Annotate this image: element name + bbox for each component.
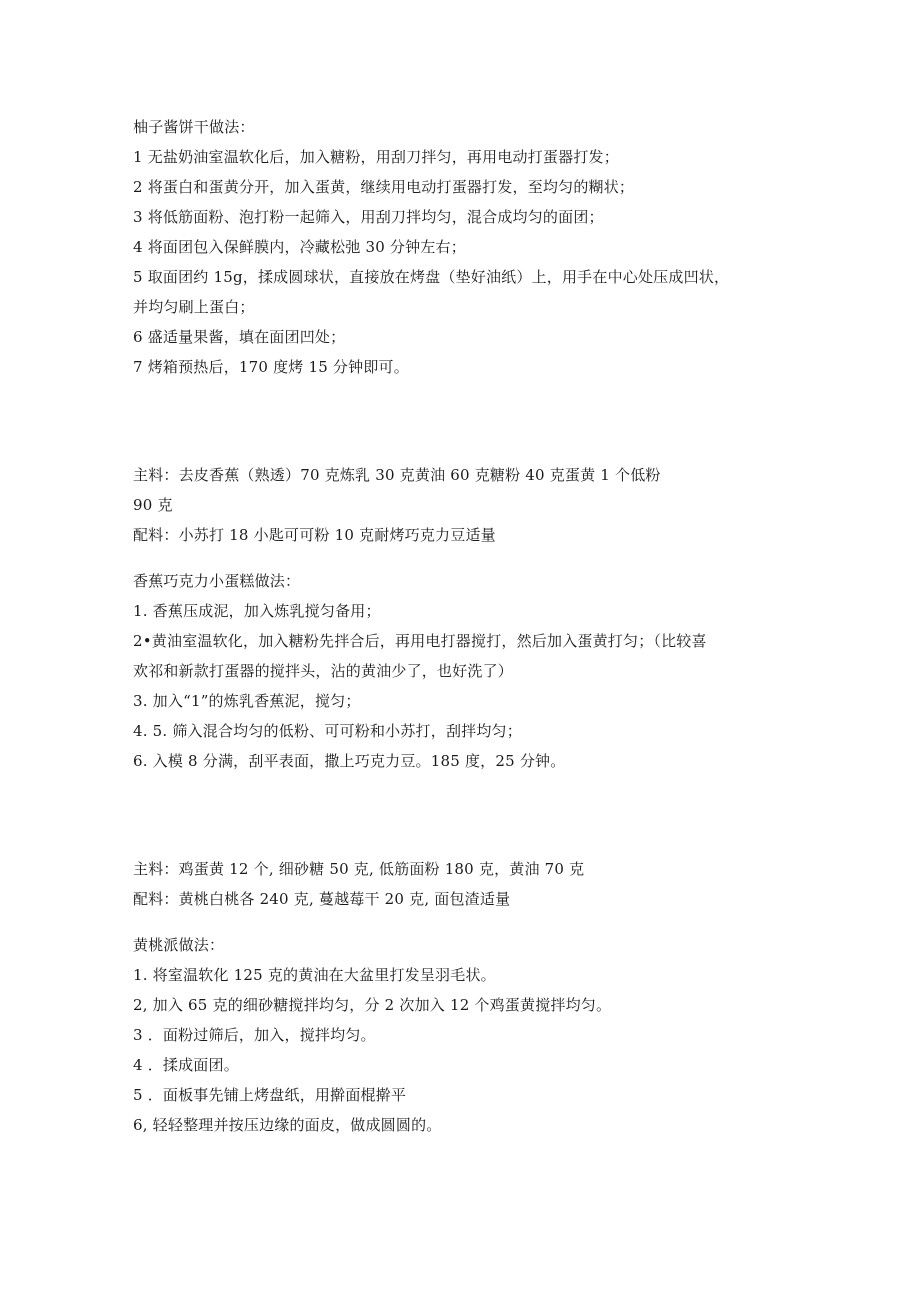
step-line: 7 烤箱预热后，170 度烤 15 分钟即可。 bbox=[133, 358, 409, 376]
section-spacer bbox=[133, 776, 793, 854]
section-title: 香蕉巧克力小蛋糕做法： bbox=[133, 572, 301, 590]
step-line: 1 无盐奶油室温软化后，加入糖粉，用刮刀拌匀，再用电动打蛋器打发； bbox=[133, 148, 619, 166]
step-line: 2•黄油室温软化，加入糖粉先拌合后，再用电打器搅打，然后加入蛋黄打匀；（比较喜 bbox=[133, 632, 707, 650]
step-line: 2, 加入 65 克的细砂糖搅拌均匀，分 2 次加入 12 个鸡蛋黄搅拌均匀。 bbox=[133, 996, 612, 1014]
spacer bbox=[133, 914, 793, 930]
step-line: 4 将面团包入保鲜膜内，冷藏松弛 30 分钟左右； bbox=[133, 238, 466, 256]
section-yuzu-cookies bbox=[133, 112, 793, 382]
spacer bbox=[133, 550, 793, 566]
step-line: 6, 轻轻整理并按压边缘的面皮，做成圆圆的。 bbox=[133, 1116, 442, 1134]
step-line: 3. 加入“1”的炼乳香蕉泥，搅匀； bbox=[133, 692, 361, 710]
ingredients-side: 配料：小苏打 18 小匙可可粉 10 克耐烤巧克力豆适量 bbox=[133, 526, 496, 544]
ingredients-main: 主料：去皮香蕉（熟透）70 克炼乳 30 克黄油 60 克糖粉 40 克蛋黄 1 个低粉 bbox=[133, 466, 661, 484]
section-peach-pie bbox=[133, 854, 793, 1140]
step-line: 5 ．面板事先铺上烤盘纸，用擀面棍擀平 bbox=[133, 1086, 407, 1104]
step-line: 3 将低筋面粉、泡打粉一起筛入，用刮刀拌均匀，混合成均匀的面团； bbox=[133, 208, 604, 226]
section-banana-cake bbox=[133, 460, 793, 776]
step-line: 4. 5. 筛入混合均匀的低粉、可可粉和小苏打，刮拌均匀； bbox=[133, 722, 522, 740]
step-line: 2 将蛋白和蛋黄分开，加入蛋黄，继续用电动打蛋器打发，至均匀的糊状； bbox=[133, 178, 635, 196]
step-line: 1. 将室温软化 125 克的黄油在大盆里打发呈羽毛状。 bbox=[133, 966, 496, 984]
step-line: 1. 香蕉压成泥，加入炼乳搅匀备用； bbox=[133, 602, 381, 620]
step-line: 并均匀刷上蛋白； bbox=[133, 298, 255, 316]
ingredients-main-cont: 90 克 bbox=[133, 496, 173, 514]
step-line: 3 ．面粉过筛后，加入，搅拌均匀。 bbox=[133, 1026, 376, 1044]
ingredients-main: 主料：鸡蛋黄 12 个, 细砂糖 50 克, 低筋面粉 180 克，黄油 70 克 bbox=[133, 860, 585, 878]
step-line: 4 ．揉成面团。 bbox=[133, 1056, 239, 1074]
section-title: 柚子酱饼干做法： bbox=[133, 118, 255, 136]
section-title: 黄桃派做法： bbox=[133, 936, 225, 954]
ingredients-side: 配料：黄桃白桃各 240 克, 蔓越莓干 20 克, 面包渣适量 bbox=[133, 890, 511, 908]
step-line: 欢祁和新款打蛋器的搅拌头，沾的黄油少了，也好洗了） bbox=[133, 662, 514, 680]
step-line: 6 盛适量果酱，填在面团凹处； bbox=[133, 328, 346, 346]
step-line: 5 取面团约 15g，揉成圆球状，直接放在烤盘（垫好油纸）上，用手在中心处压成凹状， bbox=[133, 268, 730, 286]
step-line: 6. 入模 8 分满，刮平表面，撒上巧克力豆。185 度，25 分钟。 bbox=[133, 752, 566, 770]
section-spacer bbox=[133, 382, 793, 460]
document-page bbox=[133, 112, 793, 1140]
